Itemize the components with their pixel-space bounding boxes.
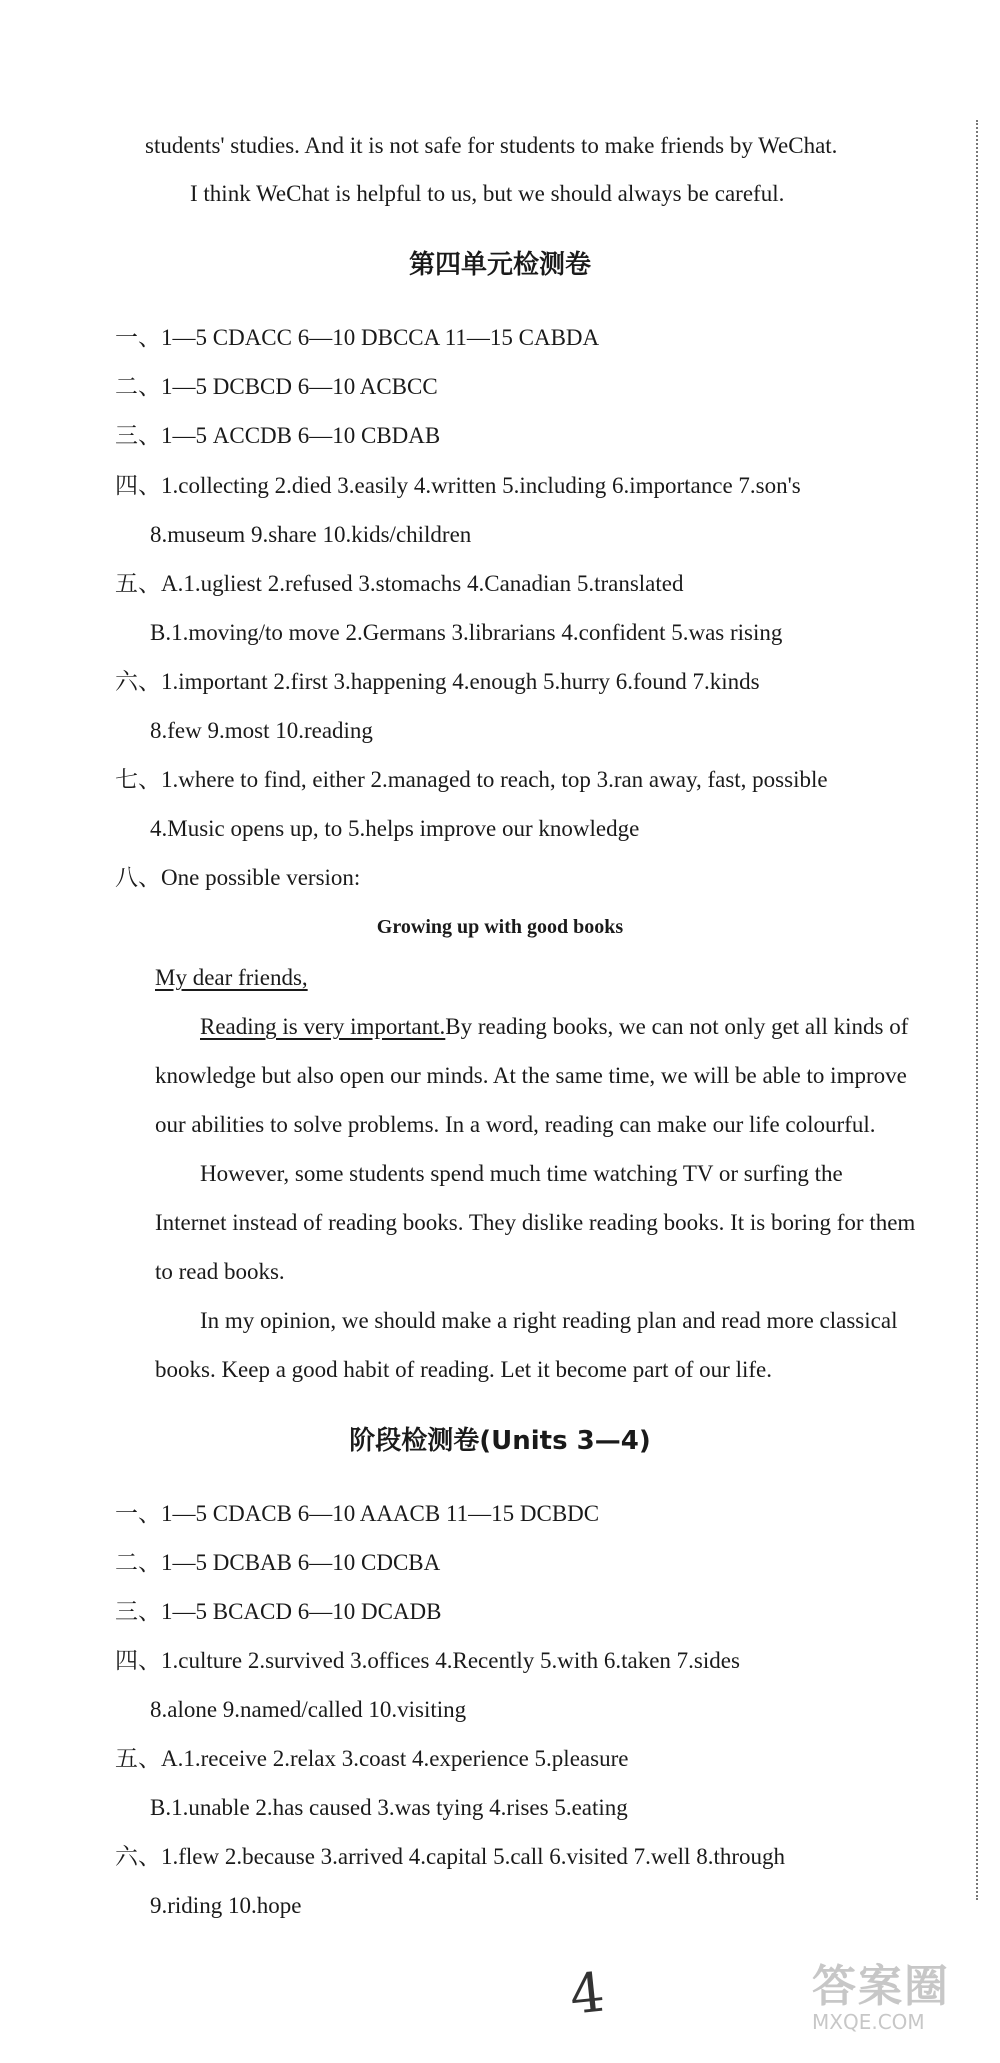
unit4-row-9: 8.few 9.most 10.reading [150, 718, 373, 743]
unit4-row-7: B.1.moving/to move 2.Germans 3.librarians 4.confident 5.was rising [150, 620, 783, 645]
essay-p1-line-3: our abilities to solve problems. In a word, reading can make our life colourful. [155, 1112, 876, 1137]
handwritten-page-number: 4 [566, 1960, 608, 2027]
unit4-row-1: 一、1—5 CDACC 6—10 DBCCA 11—15 CABDA [115, 325, 600, 350]
watermark-url: MXQE.COM [812, 2010, 925, 2034]
stage-row-6: 五、A.1.receive 2.relax 3.coast 4.experience 5.pleasure [115, 1746, 629, 1771]
essay-p1-line-1-rest: By reading books, we can not only get all kinds of [445, 1014, 909, 1039]
unit4-row-8: 六、1.important 2.first 3.happening 4.enough 5.hurry 6.found 7.kinds [115, 669, 760, 694]
stage-title: 阶段检测卷(Units 3—4) [349, 1426, 651, 1456]
essay-p2-line-1: However, some students spend much time watching TV or surfing the [200, 1161, 843, 1186]
stage-row-1: 一、1—5 CDACB 6—10 AAACB 11—15 DCBDC [115, 1501, 600, 1526]
unit4-row-12: 八、One possible version: [115, 865, 361, 890]
essay-p3-line-1: In my opinion, we should make a right reading plan and read more classical [200, 1308, 898, 1333]
unit4-row-4: 四、1.collecting 2.died 3.easily 4.written 5.including 6.importance 7.son's [115, 473, 801, 498]
stage-row-3: 三、1—5 BCACD 6—10 DCADB [115, 1599, 442, 1624]
unit4-row-6: 五、A.1.ugliest 2.refused 3.stomachs 4.Canadian 5.translated [115, 571, 684, 596]
stage-row-2: 二、1—5 DCBAB 6—10 CDCBA [115, 1550, 441, 1575]
unit4-row-10: 七、1.where to find, either 2.managed to reach, top 3.ran away, fast, possible [115, 767, 828, 792]
essay-topic-sentence: Reading is very important. [200, 1014, 446, 1039]
stage-row-7: B.1.unable 2.has caused 3.was tying 4.rises 5.eating [150, 1795, 628, 1820]
essay-p2-line-3: to read books. [155, 1259, 285, 1284]
essay-greeting: My dear friends, [155, 965, 308, 990]
stage-row-8: 六、1.flew 2.because 3.arrived 4.capital 5.call 6.visited 7.well 8.through [115, 1844, 785, 1869]
unit4-row-5: 8.museum 9.share 10.kids/children [150, 522, 472, 547]
unit4-title: 第四单元检测卷 [408, 250, 591, 280]
unit4-row-3: 三、1—5 ACCDB 6—10 CBDAB [115, 423, 441, 448]
watermark-brand: 答案圈 [812, 1961, 950, 2012]
essay-p3-line-2: books. Keep a good habit of reading. Let it become part of our life. [155, 1357, 772, 1382]
essay-p1-line-2: knowledge but also open our minds. At the same time, we will be able to improve [155, 1063, 907, 1088]
essay-p2-line-2: Internet instead of reading books. They dislike reading books. It is boring for them [155, 1210, 916, 1235]
unit4-row-11: 4.Music opens up, to 5.helps improve our knowledge [150, 816, 640, 841]
unit4-row-2: 二、1—5 DCBCD 6—10 ACBCC [115, 374, 438, 399]
essay-p1-line-1 [200, 1011, 908, 1043]
intro-line-1: students' studies. And it is not safe for students to make friends by WeChat. [145, 133, 838, 158]
stage-row-9: 9.riding 10.hope [150, 1893, 302, 1918]
stage-row-4: 四、1.culture 2.survived 3.offices 4.Recently 5.with 6.taken 7.sides [115, 1648, 740, 1673]
essay-title: Growing up with good books [376, 916, 624, 938]
site-watermark [812, 1950, 992, 2060]
intro-line-2: I think WeChat is helpful to us, but we should always be careful. [190, 181, 785, 206]
stage-row-5: 8.alone 9.named/called 10.visiting [150, 1697, 467, 1722]
binding-margin-line [976, 120, 978, 1900]
